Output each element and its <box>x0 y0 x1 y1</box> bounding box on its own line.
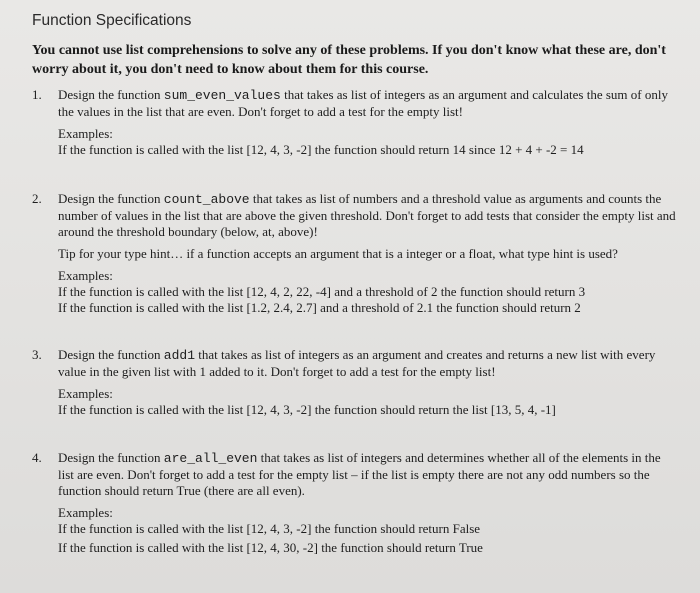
item-description <box>58 450 678 499</box>
item-number: 2. <box>32 191 42 206</box>
example-line: If the function is called with the list [12, 4, 3, -2] the function should return the list [13, 5, 4, -1] <box>58 402 556 417</box>
example-line: If the function is called with the list [12, 4, 2, 22, -4] and a threshold of 2 the function should return 3 <box>58 284 586 299</box>
examples-label: Examples: <box>58 505 113 520</box>
desc-prefix: Design the function <box>58 450 164 465</box>
example-line: If the function is called with the list [12, 4, 3, -2] the function should return 14 since 12 + 4 + -2 = 14 <box>58 142 584 157</box>
item-description <box>58 347 678 380</box>
desc-prefix: Design the function <box>58 191 164 206</box>
example-line: If the function is called with the list [1.2, 2.4, 2.7] and a threshold of 2.1 the function should return 2 <box>58 300 581 315</box>
examples-label: Examples: <box>58 126 113 141</box>
function-name: are_all_even <box>163 451 258 466</box>
desc-suffix: that takes as list of numbers and a threshold value as arguments and counts the number of values in the list that are above the given threshold. Don't forget to add tests that consider the empty list and around the threshold boundary (below, at, above)! <box>58 191 676 239</box>
page-title: Function Specifications <box>32 12 192 29</box>
item-number: 4. <box>32 450 42 465</box>
item-description <box>58 87 678 120</box>
examples-label: Examples: <box>58 386 113 401</box>
function-name: add1 <box>163 348 196 363</box>
item-number: 1. <box>32 87 42 102</box>
desc-prefix: Design the function <box>58 347 164 362</box>
item-description <box>58 191 678 240</box>
example-line: If the function is called with the list [12, 4, 30, -2] the function should return True <box>58 540 483 555</box>
item-number: 3. <box>32 347 42 362</box>
function-name: sum_even_values <box>163 88 281 103</box>
desc-suffix: that takes as list of integers as an argument and creates and returns a new list with every value in the given list with 1 added to it. Don't forget to add a test for the empty list! <box>58 347 656 379</box>
example-line: If the function is called with the list [12, 4, 3, -2] the function should return False <box>58 521 481 536</box>
desc-suffix: that takes as list of integers as an argument and calculates the sum of only the values in the list that are even. Don't forget to add a test for the empty list! <box>58 87 668 119</box>
type-hint-tip: Tip for your type hint… if a function accepts an argument that is a integer or a float, what type hint is used? <box>58 246 618 261</box>
desc-suffix: that takes as list of integers and determines whether all of the elements in the list are even. Don't forget to add a test for the empty list – if the list is empty there are not any odd numbers so the function should return True (there are all even). <box>58 450 661 498</box>
desc-prefix: Design the function <box>58 87 164 102</box>
function-name: count_above <box>163 192 250 207</box>
examples-label: Examples: <box>58 268 113 283</box>
intro-note: You cannot use list comprehensions to solve any of these problems. If you don't know what these are, don't worry about it, you don't need to know about them for this course. <box>32 43 666 77</box>
